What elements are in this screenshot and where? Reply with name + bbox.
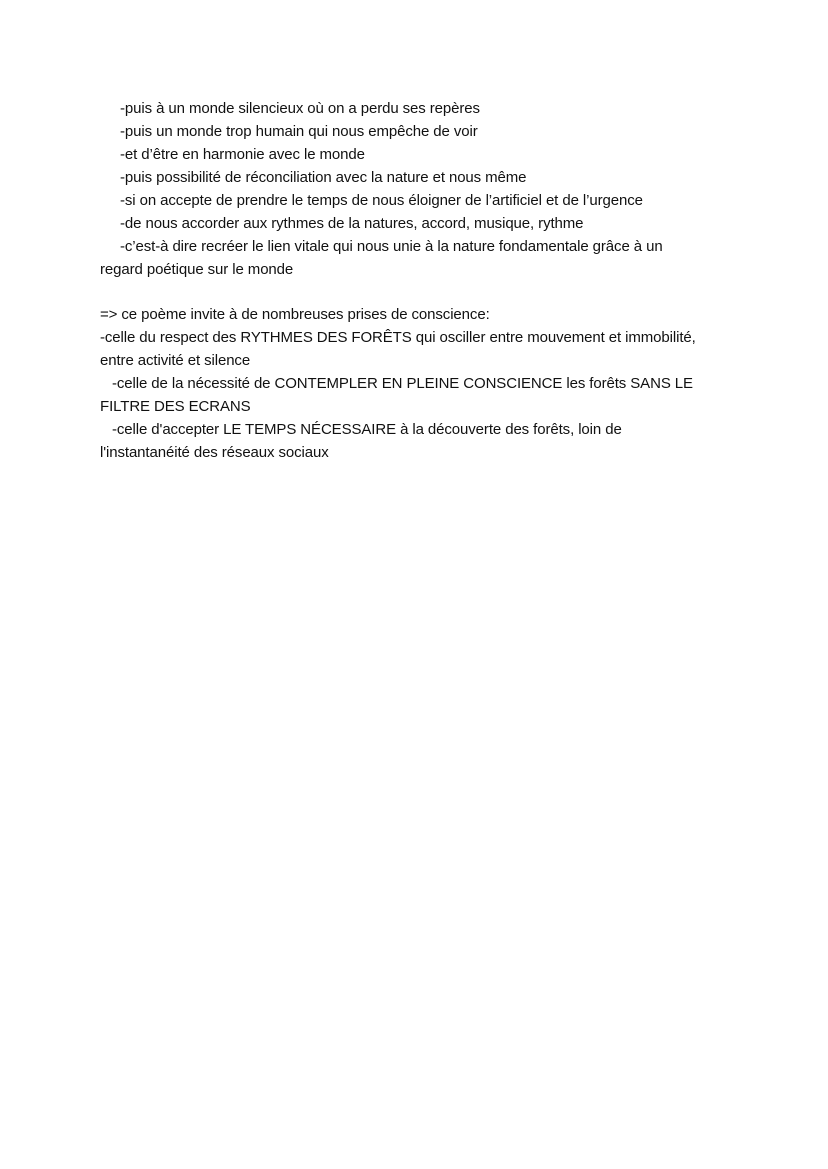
text-line: -celle du respect des RYTHMES DES FORÊTS qui osciller entre mouvement et immobilité, — [100, 329, 696, 346]
text-line: l'instantanéité des réseaux sociaux — [100, 444, 329, 461]
text-line: entre activité et silence — [100, 352, 251, 369]
text-line: -c’est-à dire recréer le lien vitale qui nous unie à la nature fondamentale grâce à un — [120, 238, 663, 255]
text-line: -de nous accorder aux rythmes de la natures, accord, musique, rythme — [120, 215, 584, 232]
text-line: -si on accepte de prendre le temps de nous éloigner de l’artificiel et de l’urgence — [120, 192, 643, 209]
text-line: -puis à un monde silencieux où on a perdu ses repères — [120, 100, 480, 117]
text-line: -et d’être en harmonie avec le monde — [120, 146, 365, 163]
text-line: FILTRE DES ECRANS — [100, 398, 251, 415]
text-line: -celle de la nécessité de CONTEMPLER EN PLEINE CONSCIENCE les forêts SANS LE — [112, 375, 693, 392]
text-line: regard poétique sur le monde — [100, 261, 294, 278]
text-line: -puis un monde trop humain qui nous empêche de voir — [120, 123, 478, 140]
text-line: -puis possibilité de réconciliation avec la nature et nous même — [120, 169, 527, 186]
text-line: => ce poème invite à de nombreuses prises de conscience: — [100, 306, 490, 323]
text-line: -celle d'accepter LE TEMPS NÉCESSAIRE à la découverte des forêts, loin de — [112, 421, 622, 438]
